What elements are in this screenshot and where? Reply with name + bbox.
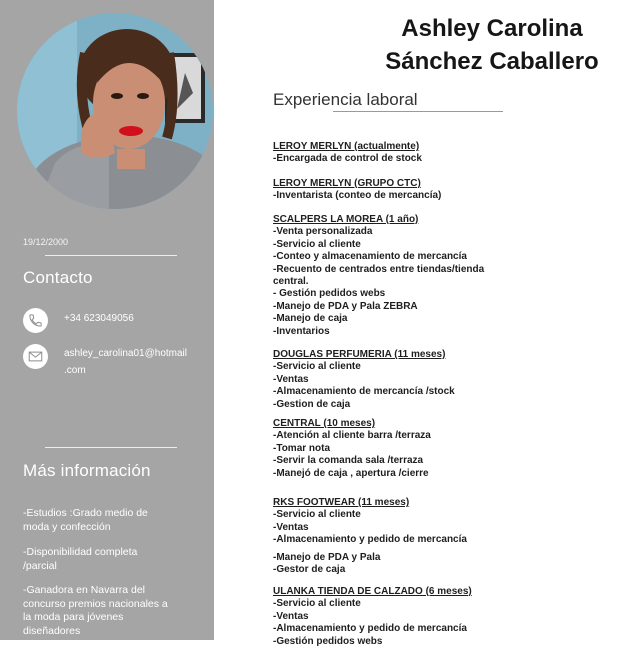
- job-duty: -Conteo y almacenamiento de mercancía: [273, 251, 467, 263]
- job-entry: [273, 214, 513, 338]
- job-duty: -Tomar nota: [273, 442, 331, 454]
- job-duty: -Servicio al cliente: [273, 238, 361, 250]
- job-duty: -Gestor de caja: [273, 564, 346, 576]
- profile-photo: [17, 13, 213, 209]
- info-line: -Ganadora en Navarra del: [23, 584, 145, 596]
- info-item-award: [23, 584, 188, 638]
- job-duty: -Encargada de control de stock: [273, 153, 422, 165]
- job-title: DOUGLAS PERFUMERIA (11 meses): [273, 349, 446, 360]
- job-duty: - Gestión pedidos webs: [273, 288, 386, 300]
- more-info-heading: Más información: [23, 461, 151, 480]
- info-line: concurso premios nacionales a: [23, 597, 168, 610]
- job-duty: -Ventas: [273, 373, 309, 385]
- phone-icon: [23, 308, 48, 333]
- job-duty: -Manejo de PDA y Pala ZEBRA: [273, 300, 418, 312]
- job-duty: -Gestión pedidos webs: [273, 635, 383, 647]
- email-address[interactable]: [64, 345, 187, 379]
- name-line-1: Ashley Carolina: [401, 15, 583, 42]
- job-duty: -Servicio al cliente: [273, 598, 361, 610]
- divider: [45, 447, 177, 448]
- job-title: RKS FOOTWEAR (11 meses): [273, 497, 410, 508]
- info-item-availability: [23, 546, 188, 573]
- job-duty: -Inventarios: [273, 325, 330, 337]
- job-duty: -Servir la comanda sala /terraza: [273, 455, 424, 467]
- info-line: diseñadores: [23, 624, 81, 637]
- job-entry: [273, 418, 513, 480]
- experience-heading: Experiencia laboral: [273, 90, 418, 109]
- info-line: /parcial: [23, 559, 57, 572]
- info-line: la moda para jóvenes: [23, 611, 124, 623]
- job-entry: [273, 586, 513, 648]
- job-entry: [273, 141, 513, 166]
- job-entry: [273, 178, 513, 203]
- info-line: -Disponibilidad completa: [23, 546, 138, 558]
- sidebar: [0, 0, 214, 640]
- contact-heading: Contacto: [23, 268, 93, 287]
- divider: [45, 255, 177, 256]
- name-line-2: Sánchez Caballero: [385, 48, 599, 75]
- job-duty: -Inventarista (conteo de mercancía): [273, 190, 442, 202]
- experience-heading-rule: [333, 111, 503, 112]
- phone-number[interactable]: +34 623049056: [64, 313, 134, 324]
- email-line-2: .com: [64, 365, 86, 376]
- job-duty: -Atención al cliente barra /terraza: [273, 430, 431, 442]
- job-duty: -Servicio al cliente: [273, 509, 361, 521]
- email-line-1: ashley_carolina01@hotmail: [64, 348, 187, 359]
- job-entry: [273, 349, 513, 411]
- envelope-icon: [23, 344, 48, 369]
- info-line: -Estudios :Grado medio de: [23, 507, 148, 519]
- job-duty: -Venta personalizada: [273, 226, 373, 238]
- job-duty: central.: [273, 276, 309, 288]
- full-name: [352, 12, 632, 78]
- job-duty: -Almacenamiento y pedido de mercancía: [273, 623, 467, 635]
- info-item-studies: [23, 507, 188, 534]
- job-entry: [273, 552, 513, 577]
- job-duty: -Ventas: [273, 610, 309, 622]
- job-duty: -Recuento de centrados entre tiendas/tienda: [273, 263, 485, 275]
- job-title: SCALPERS LA MOREA (1 año): [273, 214, 419, 225]
- job-duty: -Manejo de PDA y Pala: [273, 552, 381, 563]
- info-line: moda y confección: [23, 520, 111, 533]
- job-duty: -Manejó de caja , apertura /cierre: [273, 467, 429, 479]
- job-entry: [273, 497, 513, 547]
- job-duty: -Gestion de caja: [273, 398, 351, 410]
- job-duty: -Almacenamiento de mercancía /stock: [273, 386, 455, 398]
- birth-date: 19/12/2000: [23, 237, 69, 247]
- job-title: ULANKA TIENDA DE CALZADO (6 meses): [273, 586, 472, 597]
- job-duty: -Manejo de caja: [273, 313, 348, 325]
- job-title: LEROY MERLYN (GRUPO CTC): [273, 178, 421, 189]
- job-duty: -Servicio al cliente: [273, 361, 361, 373]
- job-title: LEROY MERLYN (actualmente): [273, 141, 420, 152]
- job-duty: -Almacenamiento y pedido de mercancía: [273, 534, 467, 546]
- job-duty: -Ventas: [273, 521, 309, 533]
- job-title: CENTRAL (10 meses): [273, 418, 376, 429]
- portrait-illustration: [17, 13, 213, 209]
